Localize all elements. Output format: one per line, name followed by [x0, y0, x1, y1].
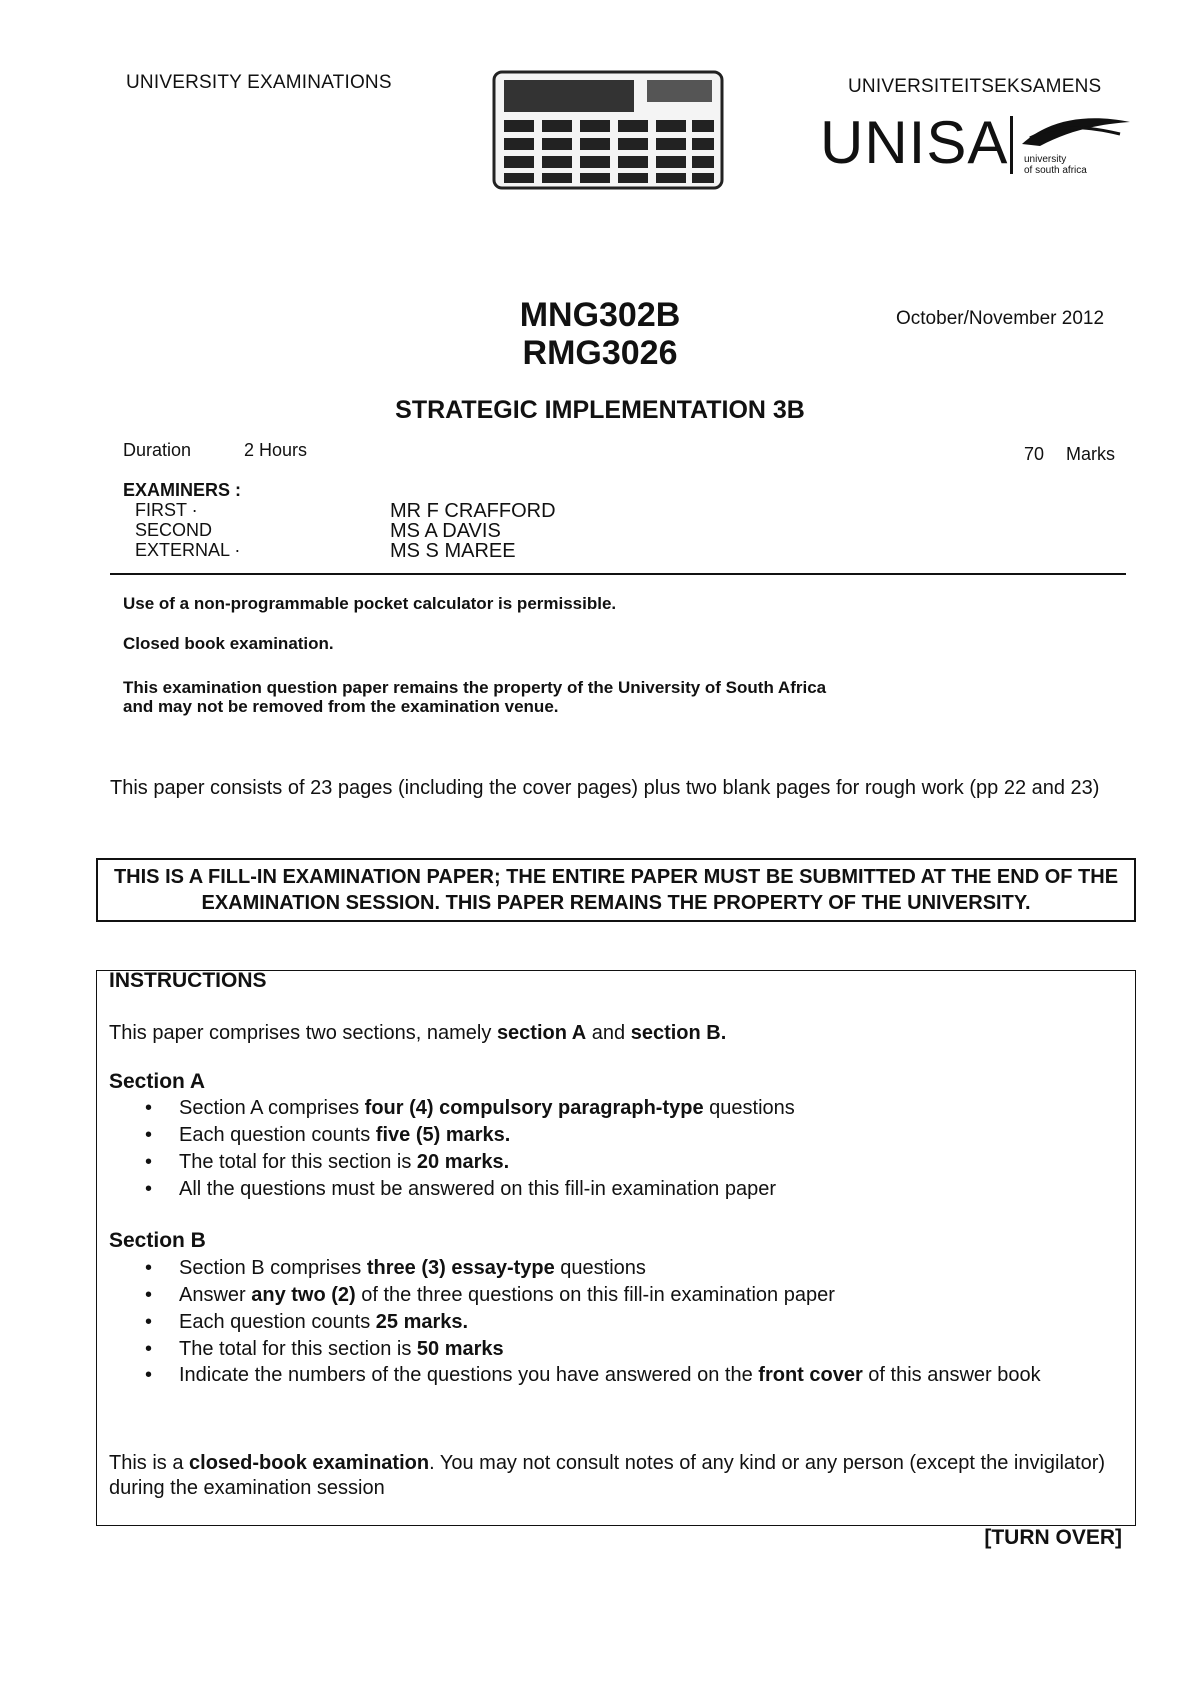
duration-label: Duration [123, 440, 192, 460]
list-item: • Answer any two (2) of the three questions on this fill-in examination paper [109, 1282, 1119, 1309]
instructions-intro: This paper comprises two sections, namely section A and section B. [109, 1022, 727, 1044]
section-a-list [109, 1095, 1119, 1203]
list-item: • Section A comprises four (4) compulsory paragraph-type questions [109, 1095, 1119, 1122]
property-note-2: and may not be removed from the examination venue. [123, 697, 559, 716]
examiner-role-second: SECOND [135, 520, 213, 540]
unisa-logo-word: UNISA [820, 109, 1009, 176]
examiner-role-external: EXTERNAL · [135, 540, 241, 560]
instructions-heading: INSTRUCTIONS [109, 969, 267, 992]
examiner-name-second: MS A DAVIS [390, 520, 501, 542]
list-item: • Indicate the numbers of the questions you have answered on the front cover of this answer book [109, 1363, 1119, 1388]
section-b-heading: Section B [109, 1229, 206, 1252]
exam-session: October/November 2012 [896, 308, 1105, 329]
header-left-label: UNIVERSITY EXAMINATIONS [126, 72, 392, 93]
examiner-name-first: MR F CRAFFORD [390, 500, 556, 522]
closing-paragraph: This is a closed-book examination. You may not consult notes of any kind or any person (except the invigilator) during the examination session [109, 1452, 1106, 1499]
section-b-list [109, 1255, 1119, 1388]
logo-sub-1: university [1024, 154, 1067, 165]
marks-value: 70 [1024, 444, 1045, 464]
duration-value: 2 Hours [244, 440, 308, 460]
property-note-1: This examination question paper remains the property of the University of South Africa [123, 678, 827, 697]
list-item: • Each question counts five (5) marks. [109, 1122, 1119, 1149]
calculator-note: Use of a non-programmable pocket calculator is permissible. [123, 594, 617, 613]
list-item: • Section B comprises three (3) essay-type questions [109, 1255, 1119, 1282]
header-right-label: UNIVERSITEITSEKSAMENS [848, 76, 1102, 97]
turn-over-label: [TURN OVER] [984, 1526, 1122, 1549]
instructions-box [96, 970, 1136, 1526]
examiner-name-external: MS S MAREE [390, 540, 516, 562]
unisa-emblem-icon [1010, 108, 1140, 178]
closed-book-note: Closed book examination. [123, 634, 334, 653]
course-code-1: MNG302B [519, 296, 681, 334]
list-item: • The total for this section is 20 marks. [109, 1149, 1119, 1176]
examiner-role-first: FIRST · [135, 500, 198, 520]
pages-info: This paper consists of 23 pages (including the cover pages) plus two blank pages for rough work (pp 22 and 23) [110, 777, 1100, 799]
module-title: STRATEGIC IMPLEMENTATION 3B [395, 396, 805, 424]
fill-in-notice-box: THIS IS A FILL-IN EXAMINATION PAPER; THE ENTIRE PAPER MUST BE SUBMITTED AT THE END OF THE EXAMINATION SESSION. THIS PAPER REMAINS THE PROPERTY OF THE UNIVERSITY. [96, 858, 1136, 922]
unisa-logo [820, 108, 1008, 177]
marks-label: Marks [1066, 444, 1115, 464]
calculator-icon [492, 70, 724, 190]
divider [110, 573, 1126, 575]
examiners-heading: EXAMINERS : [123, 480, 242, 500]
section-a-heading: Section A [109, 1070, 206, 1093]
list-item: • Each question counts 25 marks. [109, 1309, 1119, 1336]
logo-sub-2: of south africa [1024, 165, 1087, 176]
list-item: • The total for this section is 50 marks [109, 1336, 1119, 1363]
list-item: • All the questions must be answered on this fill-in examination paper [109, 1176, 1119, 1203]
course-code-2: RMG3026 [522, 334, 678, 372]
